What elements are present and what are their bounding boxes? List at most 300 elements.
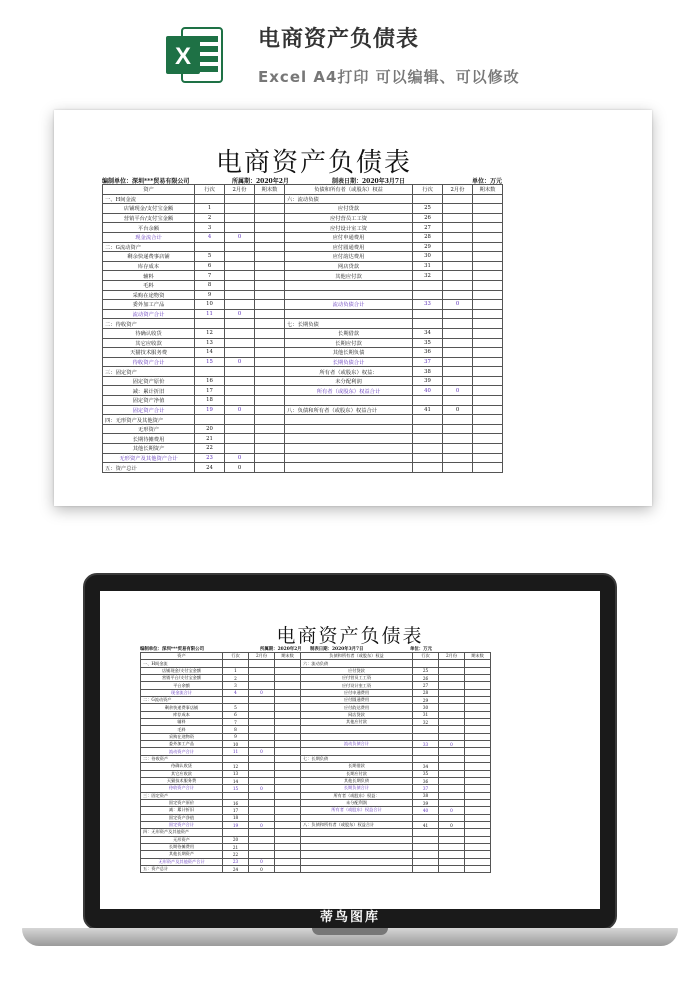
small-table-cell[interactable]: 0 xyxy=(249,689,275,696)
small-table-cell[interactable] xyxy=(249,697,275,704)
table-cell[interactable] xyxy=(225,376,255,386)
small-table-cell[interactable] xyxy=(465,748,491,755)
table-cell[interactable]: 应付申通费用 xyxy=(285,232,413,242)
small-table-cell[interactable]: 无形资产 xyxy=(141,836,223,843)
small-table-cell[interactable] xyxy=(275,807,301,814)
small-table-cell[interactable]: 41 xyxy=(413,821,439,828)
table-cell[interactable]: 41 xyxy=(413,405,443,415)
table-cell[interactable] xyxy=(255,242,285,252)
table-cell[interactable]: 0 xyxy=(443,405,473,415)
table-cell[interactable] xyxy=(285,453,413,463)
table-cell[interactable] xyxy=(255,194,285,204)
small-table-cell[interactable]: 0 xyxy=(249,821,275,828)
table-cell[interactable] xyxy=(225,290,255,300)
table-cell[interactable] xyxy=(443,424,473,434)
small-table-cell[interactable] xyxy=(465,836,491,843)
table-cell[interactable] xyxy=(473,204,503,214)
small-table-cell[interactable]: 无形资产及其他资产合计 xyxy=(141,858,223,865)
table-cell[interactable] xyxy=(255,367,285,377)
small-table-cell[interactable]: 二：待收资产 xyxy=(141,755,223,762)
small-table-cell[interactable] xyxy=(465,667,491,674)
small-table-cell[interactable] xyxy=(465,726,491,733)
table-cell[interactable]: 三：固定资产 xyxy=(103,367,195,377)
small-table-cell[interactable] xyxy=(439,748,465,755)
table-cell[interactable]: 9 xyxy=(195,290,225,300)
small-table-cell[interactable]: 一、H间金流 xyxy=(141,660,223,667)
table-cell[interactable] xyxy=(473,290,503,300)
small-table-cell[interactable]: 13 xyxy=(223,770,249,777)
small-table-cell[interactable] xyxy=(413,851,439,858)
table-cell[interactable]: 0 xyxy=(225,357,255,367)
small-table-cell[interactable] xyxy=(413,829,439,836)
small-table-cell[interactable]: 10 xyxy=(223,741,249,748)
table-cell[interactable] xyxy=(473,434,503,444)
table-cell[interactable] xyxy=(443,444,473,454)
table-cell[interactable]: 23 xyxy=(195,453,225,463)
table-cell[interactable] xyxy=(285,424,413,434)
table-cell[interactable]: 八：负债和所有者（或股东）权益合计 xyxy=(285,405,413,415)
small-table-cell[interactable]: 0 xyxy=(249,865,275,872)
small-table-cell[interactable]: 其他长期资产 xyxy=(141,851,223,858)
table-cell[interactable]: 固定资产合计 xyxy=(103,405,195,415)
table-cell[interactable]: 15 xyxy=(195,357,225,367)
table-cell[interactable] xyxy=(473,300,503,310)
small-table-cell[interactable] xyxy=(275,792,301,799)
table-cell[interactable]: 其他应付款 xyxy=(285,271,413,281)
table-cell[interactable]: 长期借款 xyxy=(285,328,413,338)
small-table-cell[interactable]: 0 xyxy=(249,748,275,755)
table-cell[interactable] xyxy=(285,444,413,454)
table-cell[interactable]: 4 xyxy=(195,232,225,242)
small-table-cell[interactable] xyxy=(439,843,465,850)
small-table-cell[interactable]: 长期应付款 xyxy=(301,770,413,777)
small-table-cell[interactable] xyxy=(439,682,465,689)
table-cell[interactable] xyxy=(443,290,473,300)
table-cell[interactable] xyxy=(255,232,285,242)
table-cell[interactable]: 32 xyxy=(413,271,443,281)
small-table-cell[interactable] xyxy=(301,865,413,872)
small-table-cell[interactable] xyxy=(439,719,465,726)
small-table-cell[interactable] xyxy=(275,689,301,696)
small-table-cell[interactable]: 固定资产净值 xyxy=(141,814,223,821)
small-table-cell[interactable]: 五：资产总计 xyxy=(141,865,223,872)
small-table-cell[interactable]: 现金流合计 xyxy=(141,689,223,696)
small-table-cell[interactable] xyxy=(301,836,413,843)
table-cell[interactable]: 19 xyxy=(195,405,225,415)
small-table-cell[interactable]: 未分配利润 xyxy=(301,799,413,806)
small-table-cell[interactable] xyxy=(275,682,301,689)
small-table-cell[interactable] xyxy=(465,785,491,792)
table-cell[interactable]: 库存成本 xyxy=(103,261,195,271)
small-table-cell[interactable]: 28 xyxy=(413,689,439,696)
small-table-cell[interactable]: 网店贷款 xyxy=(301,711,413,718)
table-cell[interactable] xyxy=(255,280,285,290)
table-cell[interactable] xyxy=(225,444,255,454)
small-table-cell[interactable] xyxy=(439,792,465,799)
small-table-cell[interactable] xyxy=(275,829,301,836)
small-table-cell[interactable]: 26 xyxy=(413,675,439,682)
small-table-cell[interactable]: 流动负债合计 xyxy=(301,741,413,748)
small-table-cell[interactable] xyxy=(275,667,301,674)
table-cell[interactable] xyxy=(443,376,473,386)
small-table-cell[interactable] xyxy=(413,660,439,667)
small-table-cell[interactable]: 固定资产原价 xyxy=(141,799,223,806)
small-table-cell[interactable]: 9 xyxy=(223,733,249,740)
table-cell[interactable] xyxy=(225,386,255,396)
table-cell[interactable] xyxy=(443,252,473,262)
small-table-cell[interactable] xyxy=(249,851,275,858)
table-cell[interactable] xyxy=(443,223,473,233)
table-cell[interactable] xyxy=(473,328,503,338)
table-cell[interactable] xyxy=(473,338,503,348)
small-table-cell[interactable] xyxy=(249,682,275,689)
small-table-cell[interactable] xyxy=(249,667,275,674)
table-cell[interactable]: 0 xyxy=(225,463,255,473)
small-table-cell[interactable] xyxy=(413,858,439,865)
table-cell[interactable]: 38 xyxy=(413,367,443,377)
table-cell[interactable]: 0 xyxy=(225,453,255,463)
small-table-cell[interactable] xyxy=(465,792,491,799)
table-cell[interactable] xyxy=(225,396,255,406)
table-cell[interactable] xyxy=(225,319,255,329)
table-cell[interactable] xyxy=(413,453,443,463)
small-table-cell[interactable]: 38 xyxy=(413,792,439,799)
table-cell[interactable]: 26 xyxy=(413,213,443,223)
small-table-cell[interactable]: 0 xyxy=(439,807,465,814)
table-cell[interactable]: 24 xyxy=(195,463,225,473)
table-cell[interactable] xyxy=(473,415,503,425)
table-cell[interactable]: 长期负债合计 xyxy=(285,357,413,367)
table-cell[interactable]: 减：累计折旧 xyxy=(103,386,195,396)
small-table-cell[interactable] xyxy=(249,792,275,799)
table-cell[interactable]: 长期应付款 xyxy=(285,338,413,348)
small-table-cell[interactable]: 12 xyxy=(223,763,249,770)
table-cell[interactable]: 固定资产原价 xyxy=(103,376,195,386)
table-cell[interactable] xyxy=(473,271,503,281)
small-table-cell[interactable] xyxy=(301,851,413,858)
table-cell[interactable]: 流动负债合计 xyxy=(285,300,413,310)
small-table-cell[interactable] xyxy=(249,719,275,726)
small-table-cell[interactable]: 25 xyxy=(413,667,439,674)
small-table-cell[interactable]: 37 xyxy=(413,785,439,792)
small-table-cell[interactable]: 三：固定资产 xyxy=(141,792,223,799)
small-table-cell[interactable]: 36 xyxy=(413,777,439,784)
small-table-cell[interactable]: 应付韵达费用 xyxy=(301,704,413,711)
small-table-cell[interactable]: 减：累计折旧 xyxy=(141,807,223,814)
table-cell[interactable] xyxy=(255,463,285,473)
table-cell[interactable] xyxy=(195,194,225,204)
small-table-cell[interactable] xyxy=(249,836,275,843)
table-cell[interactable]: 10 xyxy=(195,300,225,310)
small-table-cell[interactable]: 23 xyxy=(223,858,249,865)
table-cell[interactable] xyxy=(473,348,503,358)
table-cell[interactable]: 应付圆通费用 xyxy=(285,242,413,252)
small-table-cell[interactable]: 29 xyxy=(413,697,439,704)
small-table-cell[interactable] xyxy=(275,660,301,667)
table-cell[interactable] xyxy=(473,280,503,290)
table-cell[interactable]: 21 xyxy=(195,434,225,444)
table-cell[interactable] xyxy=(255,319,285,329)
small-table-cell[interactable] xyxy=(249,777,275,784)
table-cell[interactable]: 二：待收资产 xyxy=(103,319,195,329)
table-cell[interactable]: 40 xyxy=(413,386,443,396)
small-table-cell[interactable]: 七：长期负债 xyxy=(301,755,413,762)
small-table-cell[interactable] xyxy=(275,675,301,682)
small-table-cell[interactable]: 0 xyxy=(249,858,275,865)
table-cell[interactable] xyxy=(473,424,503,434)
small-table-cell[interactable] xyxy=(249,843,275,850)
table-cell[interactable]: 12 xyxy=(195,328,225,338)
table-cell[interactable] xyxy=(285,309,413,319)
small-table-cell[interactable]: 0 xyxy=(439,821,465,828)
small-table-cell[interactable]: 应付设计室工资 xyxy=(301,682,413,689)
table-cell[interactable] xyxy=(473,223,503,233)
table-cell[interactable] xyxy=(225,415,255,425)
table-cell[interactable] xyxy=(473,213,503,223)
small-table-cell[interactable]: 二：G流动资产 xyxy=(141,697,223,704)
small-table-cell[interactable] xyxy=(465,770,491,777)
table-cell[interactable] xyxy=(473,367,503,377)
small-table-cell[interactable] xyxy=(249,660,275,667)
table-cell[interactable] xyxy=(443,463,473,473)
table-cell[interactable]: 一、H间金流 xyxy=(103,194,195,204)
table-cell[interactable] xyxy=(195,242,225,252)
table-cell[interactable]: 7 xyxy=(195,271,225,281)
table-cell[interactable] xyxy=(473,396,503,406)
small-table-cell[interactable] xyxy=(223,829,249,836)
small-table-cell[interactable]: 其他长期负债 xyxy=(301,777,413,784)
table-cell[interactable] xyxy=(225,434,255,444)
table-cell[interactable] xyxy=(473,309,503,319)
small-table-cell[interactable] xyxy=(223,660,249,667)
small-table-cell[interactable] xyxy=(413,843,439,850)
table-cell[interactable] xyxy=(195,415,225,425)
table-cell[interactable] xyxy=(285,280,413,290)
table-cell[interactable] xyxy=(255,261,285,271)
small-table-cell[interactable] xyxy=(249,814,275,821)
table-cell[interactable]: 16 xyxy=(195,376,225,386)
table-cell[interactable] xyxy=(473,194,503,204)
small-table-cell[interactable] xyxy=(301,814,413,821)
small-table-cell[interactable]: 40 xyxy=(413,807,439,814)
small-table-cell[interactable]: 四：无形资产及其他资产 xyxy=(141,829,223,836)
table-cell[interactable] xyxy=(413,415,443,425)
table-cell[interactable] xyxy=(413,444,443,454)
small-table-cell[interactable]: 6 xyxy=(223,711,249,718)
small-table-cell[interactable]: 长期借款 xyxy=(301,763,413,770)
table-cell[interactable] xyxy=(225,252,255,262)
table-cell[interactable] xyxy=(473,386,503,396)
table-cell[interactable] xyxy=(473,463,503,473)
small-table-cell[interactable]: 天猫技术服务费 xyxy=(141,777,223,784)
table-cell[interactable] xyxy=(413,424,443,434)
table-cell[interactable]: 27 xyxy=(413,223,443,233)
table-cell[interactable] xyxy=(225,194,255,204)
table-cell[interactable]: 25 xyxy=(413,204,443,214)
small-table-cell[interactable]: 3 xyxy=(223,682,249,689)
small-table-cell[interactable]: 16 xyxy=(223,799,249,806)
small-table-cell[interactable]: 待收资产合计 xyxy=(141,785,223,792)
table-cell[interactable] xyxy=(473,252,503,262)
table-cell[interactable] xyxy=(473,261,503,271)
table-cell[interactable] xyxy=(473,357,503,367)
table-cell[interactable] xyxy=(255,223,285,233)
small-table-cell[interactable] xyxy=(465,829,491,836)
small-table-cell[interactable]: 毛料 xyxy=(141,726,223,733)
small-table-cell[interactable] xyxy=(465,660,491,667)
small-table-cell[interactable]: 应付申通费用 xyxy=(301,689,413,696)
table-cell[interactable]: 31 xyxy=(413,261,443,271)
table-cell[interactable]: 其它应收款 xyxy=(103,338,195,348)
small-table-cell[interactable] xyxy=(275,719,301,726)
small-table-cell[interactable]: 7 xyxy=(223,719,249,726)
small-table-cell[interactable]: 31 xyxy=(413,711,439,718)
small-table-cell[interactable]: 15 xyxy=(223,785,249,792)
small-table-cell[interactable] xyxy=(439,733,465,740)
table-cell[interactable] xyxy=(255,338,285,348)
small-table-cell[interactable] xyxy=(275,755,301,762)
table-cell[interactable]: 0 xyxy=(443,300,473,310)
small-table-cell[interactable] xyxy=(465,777,491,784)
table-cell[interactable] xyxy=(413,434,443,444)
table-cell[interactable] xyxy=(473,444,503,454)
table-cell[interactable]: 11 xyxy=(195,309,225,319)
table-cell[interactable] xyxy=(225,242,255,252)
small-table-cell[interactable]: 39 xyxy=(413,799,439,806)
table-cell[interactable] xyxy=(255,453,285,463)
table-cell[interactable] xyxy=(225,367,255,377)
small-table-cell[interactable] xyxy=(301,829,413,836)
table-cell[interactable] xyxy=(225,271,255,281)
table-cell[interactable] xyxy=(285,415,413,425)
table-cell[interactable]: 39 xyxy=(413,376,443,386)
small-table-cell[interactable] xyxy=(439,711,465,718)
table-cell[interactable]: 34 xyxy=(413,328,443,338)
table-cell[interactable]: 应付贷款 xyxy=(285,204,413,214)
table-cell[interactable] xyxy=(255,252,285,262)
table-cell[interactable] xyxy=(225,300,255,310)
small-table-cell[interactable]: 27 xyxy=(413,682,439,689)
table-cell[interactable] xyxy=(225,424,255,434)
small-table-cell[interactable] xyxy=(275,836,301,843)
small-table-cell[interactable] xyxy=(275,711,301,718)
table-cell[interactable]: 毛料 xyxy=(103,280,195,290)
small-table-cell[interactable]: 辅料 xyxy=(141,719,223,726)
small-table-cell[interactable] xyxy=(465,821,491,828)
table-cell[interactable] xyxy=(443,280,473,290)
table-cell[interactable]: 6 xyxy=(195,261,225,271)
small-table-cell[interactable]: 30 xyxy=(413,704,439,711)
small-table-cell[interactable]: 固定资产合计 xyxy=(141,821,223,828)
table-cell[interactable]: 天猫技术服务费 xyxy=(103,348,195,358)
table-cell[interactable] xyxy=(473,319,503,329)
small-table-cell[interactable]: 店铺现金/支付宝金额 xyxy=(141,667,223,674)
table-cell[interactable] xyxy=(413,280,443,290)
small-table-cell[interactable]: 5 xyxy=(223,704,249,711)
table-cell[interactable]: 五：资产总计 xyxy=(103,463,195,473)
small-table-cell[interactable] xyxy=(275,821,301,828)
small-table-cell[interactable]: 应付营员工工资 xyxy=(301,675,413,682)
small-table-cell[interactable] xyxy=(249,704,275,711)
small-table-cell[interactable]: 33 xyxy=(413,741,439,748)
table-cell[interactable] xyxy=(443,319,473,329)
table-cell[interactable]: 37 xyxy=(413,357,443,367)
small-table-cell[interactable] xyxy=(465,675,491,682)
small-table-cell[interactable] xyxy=(249,755,275,762)
table-cell[interactable]: 无形资产及其他资产合计 xyxy=(103,453,195,463)
table-cell[interactable] xyxy=(285,463,413,473)
small-table-cell[interactable] xyxy=(439,865,465,872)
table-cell[interactable] xyxy=(255,300,285,310)
small-table-cell[interactable]: 4 xyxy=(223,689,249,696)
small-table-cell[interactable]: 应付圆通费用 xyxy=(301,697,413,704)
small-table-cell[interactable]: 平台余额 xyxy=(141,682,223,689)
small-table-cell[interactable] xyxy=(465,843,491,850)
small-table-cell[interactable] xyxy=(301,726,413,733)
table-cell[interactable]: 13 xyxy=(195,338,225,348)
table-cell[interactable] xyxy=(473,242,503,252)
table-cell[interactable]: 平台余额 xyxy=(103,223,195,233)
small-table-cell[interactable] xyxy=(465,763,491,770)
table-cell[interactable]: 0 xyxy=(225,405,255,415)
small-table-cell[interactable]: 17 xyxy=(223,807,249,814)
table-cell[interactable]: 应付设计室工资 xyxy=(285,223,413,233)
table-cell[interactable]: 营销平台/支付宝金额 xyxy=(103,213,195,223)
small-table-cell[interactable] xyxy=(413,733,439,740)
small-table-cell[interactable] xyxy=(439,799,465,806)
table-cell[interactable] xyxy=(255,309,285,319)
table-cell[interactable] xyxy=(443,396,473,406)
small-table-cell[interactable] xyxy=(223,792,249,799)
small-table-cell[interactable]: 流动资产合计 xyxy=(141,748,223,755)
table-cell[interactable]: 0 xyxy=(443,386,473,396)
small-table-cell[interactable]: 八：负债和所有者（或股东）权益合计 xyxy=(301,821,413,828)
small-table-cell[interactable] xyxy=(301,748,413,755)
small-table-cell[interactable] xyxy=(465,704,491,711)
table-cell[interactable]: 六：流动负债 xyxy=(285,194,413,204)
small-table-cell[interactable] xyxy=(275,799,301,806)
small-table-cell[interactable] xyxy=(249,711,275,718)
table-cell[interactable] xyxy=(255,376,285,386)
table-cell[interactable] xyxy=(255,434,285,444)
small-table-cell[interactable] xyxy=(413,836,439,843)
small-table-cell[interactable] xyxy=(439,675,465,682)
small-table-cell[interactable] xyxy=(413,748,439,755)
small-table-cell[interactable] xyxy=(465,733,491,740)
small-table-cell[interactable] xyxy=(275,777,301,784)
small-table-cell[interactable]: 22 xyxy=(223,851,249,858)
table-cell[interactable] xyxy=(225,223,255,233)
small-table-cell[interactable] xyxy=(439,689,465,696)
small-table-cell[interactable] xyxy=(223,755,249,762)
small-table-cell[interactable] xyxy=(249,807,275,814)
small-table-cell[interactable]: 长期待摊费用 xyxy=(141,843,223,850)
small-table-cell[interactable] xyxy=(249,741,275,748)
table-cell[interactable] xyxy=(473,405,503,415)
small-table-cell[interactable] xyxy=(275,851,301,858)
table-cell[interactable]: 固定资产净值 xyxy=(103,396,195,406)
table-cell[interactable]: 网店贷款 xyxy=(285,261,413,271)
small-table-cell[interactable] xyxy=(249,733,275,740)
small-table-cell[interactable] xyxy=(439,704,465,711)
table-cell[interactable] xyxy=(225,348,255,358)
small-table-cell[interactable] xyxy=(413,865,439,872)
small-table-cell[interactable]: 六：流动负债 xyxy=(301,660,413,667)
table-cell[interactable] xyxy=(255,290,285,300)
small-table-cell[interactable]: 21 xyxy=(223,843,249,850)
table-cell[interactable]: 其他长期资产 xyxy=(103,444,195,454)
table-cell[interactable]: 5 xyxy=(195,252,225,262)
